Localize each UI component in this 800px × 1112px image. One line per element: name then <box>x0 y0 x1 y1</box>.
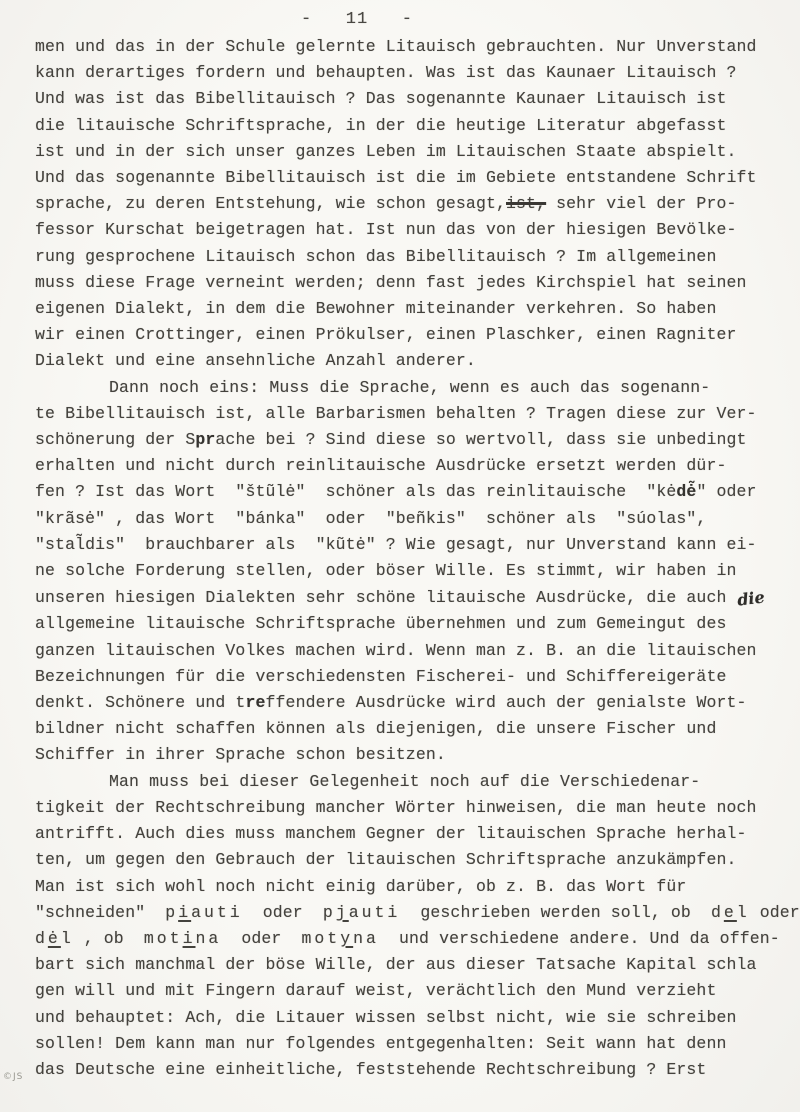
text-line: das Deutsche eine einheitliche, feststehende Rechtschreibung ? Erst <box>35 1059 707 1079</box>
text-line: muss diese Frage verneint werden; denn fast jedes Kirchspiel hat seinen <box>35 272 747 292</box>
text-line: unseren hiesigen Dialekten sehr schöne litauische Ausdrücke, die auch die <box>35 587 766 610</box>
text-line: te Bibellitauisch ist, alle Barbarismen behalten ? Tragen diese zur Ver- <box>35 403 757 423</box>
text-line: Und was ist das Bibellitauisch ? Das sogenannte Kaunaer Litauisch ist <box>35 89 727 109</box>
text-line: sprache, zu deren Entstehung, wie schon gesagt,ist, sehr viel der Pro- <box>35 194 737 214</box>
document-lines <box>35 34 800 1083</box>
text-line: erhalten und nicht durch reinlitauische Ausdrücke ersetzt werden dür- <box>35 456 727 476</box>
text-line: bildner nicht schaffen können als diejenigen, die unsere Fischer und <box>35 719 717 739</box>
text-line: fessor Kurschat beigetragen hat. Ist nun das von der hiesigen Bevölke- <box>35 220 737 240</box>
text-line: gen will und mit Fingern darauf weist, verächtlich den Mund verzieht <box>35 981 717 1001</box>
text-line: die litauische Schriftsprache, in der die heutige Literatur abgefasst <box>35 115 727 135</box>
text-line: wir einen Crottinger, einen Prökulser, einen Plaschker, einen Ragniter <box>35 325 737 345</box>
text-line: denkt. Schönere und treffendere Ausdrücke wird auch der genialste Wort- <box>35 693 747 713</box>
text-line: schönerung der Sprache bei ? Sind diese so wertvoll, dass sie unbedingt <box>35 430 747 450</box>
text-line: Man ist sich wohl noch nicht einig darüber, ob z. B. das Wort für <box>35 876 687 896</box>
text-line: "schneiden" piauti oder pjauti geschrieben werden soll, ob del oder <box>35 902 800 922</box>
text-line: fen ? Ist das Wort "štũlė" schöner als das reinlitauische "kėdė̃" oder <box>35 482 757 502</box>
text-line: allgemeine litauische Schriftsprache übernehmen und zum Gemeingut des <box>35 614 727 634</box>
text-line: ten, um gegen den Gebrauch der litauischen Schriftsprache anzukämpfen. <box>35 850 737 870</box>
text-line: antrifft. Auch dies muss manchem Gegner der litauischen Sprache herhal- <box>35 824 747 844</box>
text-line: "stal̃dis" brauchbarer als "kũtė" ? Wie gesagt, nur Unverstand kann ei- <box>35 534 757 554</box>
text-line: Bezeichnungen für die verschiedensten Fischerei- und Schiffereigeräte <box>35 666 727 686</box>
text-line: eigenen Dialekt, in dem die Bewohner miteinander verkehren. So haben <box>35 299 717 319</box>
text-line: ist und in der sich unser ganzes Leben im Litauischen Staate abspielt. <box>35 141 737 161</box>
text-line: "krãsė" , das Wort "bánka" oder "beñkis" schöner als "súolas", <box>35 508 707 528</box>
text-line: sollen! Dem kann man nur folgendes entgegenhalten: Seit wann hat denn <box>35 1033 727 1053</box>
text-line: Und das sogenannte Bibellitauisch ist die im Gebiete entstandene Schrift <box>35 168 757 188</box>
text-line: tigkeit der Rechtschreibung mancher Wörter hinweisen, die man heute noch <box>35 797 757 817</box>
text-line: Dann noch eins: Muss die Sprache, wenn es auch das sogenann- <box>109 377 711 397</box>
watermark: ©JS <box>3 1072 24 1082</box>
text-line: Dialekt und eine ansehnliche Anzahl anderer. <box>35 351 476 371</box>
text-line: Schiffer in ihrer Sprache schon besitzen. <box>35 745 446 765</box>
text-line: ganzen litauischen Volkes machen wird. Wenn man z. B. an die litauischen <box>35 640 757 660</box>
text-line: dėl , ob motina oder motyna und verschiedene andere. Und da offen- <box>35 928 780 948</box>
text-line: rung gesprochene Litauisch schon das Bibellitauisch ? Im allgemeinen <box>35 246 717 266</box>
text-line: und behauptet: Ach, die Litauer wissen selbst nicht, wie sie schreiben <box>35 1007 737 1027</box>
text-line: Man muss bei dieser Gelegenheit noch auf die Verschiedenar- <box>109 771 701 791</box>
text-line: kann derartiges fordern und behaupten. Was ist das Kaunaer Litauisch ? <box>35 63 737 83</box>
page-number-header: - 11 - <box>300 10 414 29</box>
text-line: ne solche Forderung stellen, oder böser Wille. Es stimmt, wir haben in <box>35 561 737 581</box>
text-line: men und das in der Schule gelernte Litauisch gebrauchten. Nur Unverstand <box>35 37 757 56</box>
text-line: bart sich manchmal der böse Wille, der aus dieser Tatsache Kapital schla <box>35 955 757 975</box>
